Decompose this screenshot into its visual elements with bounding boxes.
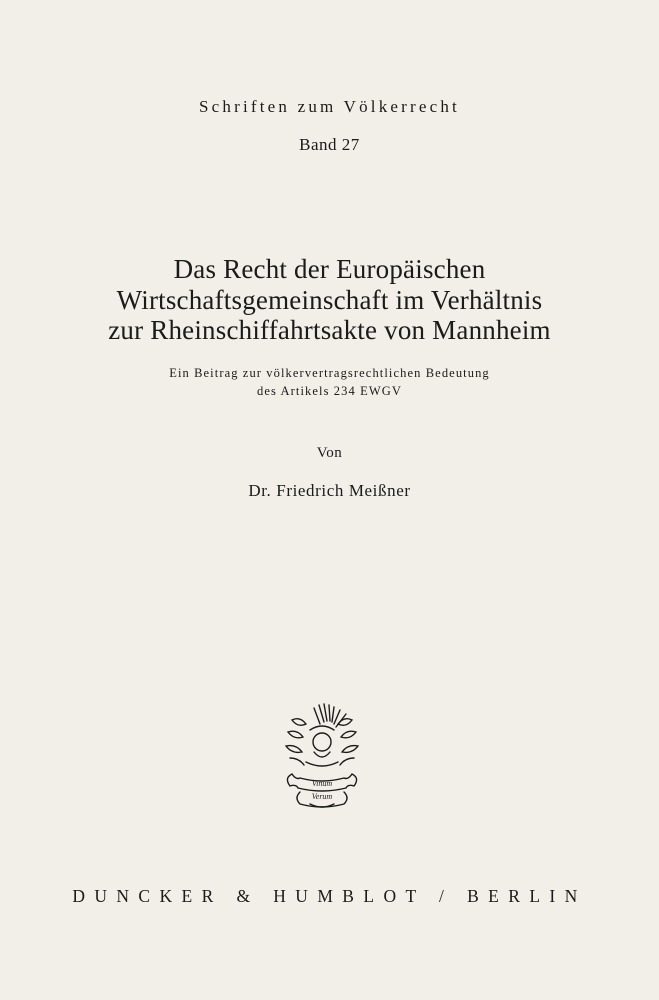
svg-text:Vinum: Vinum [311,779,333,788]
publisher-emblem-icon [270,700,374,812]
volume-number: Band 27 [299,135,360,154]
book-title-line-2: Wirtschaftsgemeinschaft im Verhältnis [116,285,543,315]
subtitle-line-1: Ein Beitrag zur völkervertragsrechtlichen Bedeutung [169,366,490,380]
subtitle-line-2: des Artikels 234 EWGV [257,384,402,398]
book-title-line-3: zur Rheinschiffahrtsakte von Mannheim [108,315,551,345]
svg-text:Verum: Verum [311,792,333,801]
publisher-imprint: DUNCKER & HUMBLOT / BERLIN [72,886,587,906]
series-title: Schriften zum Völkerrecht [199,97,460,116]
author-name: Dr. Friedrich Meißner [248,481,411,500]
book-title-line-1: Das Recht der Europäischen [173,254,486,284]
by-label: Von [316,445,343,461]
